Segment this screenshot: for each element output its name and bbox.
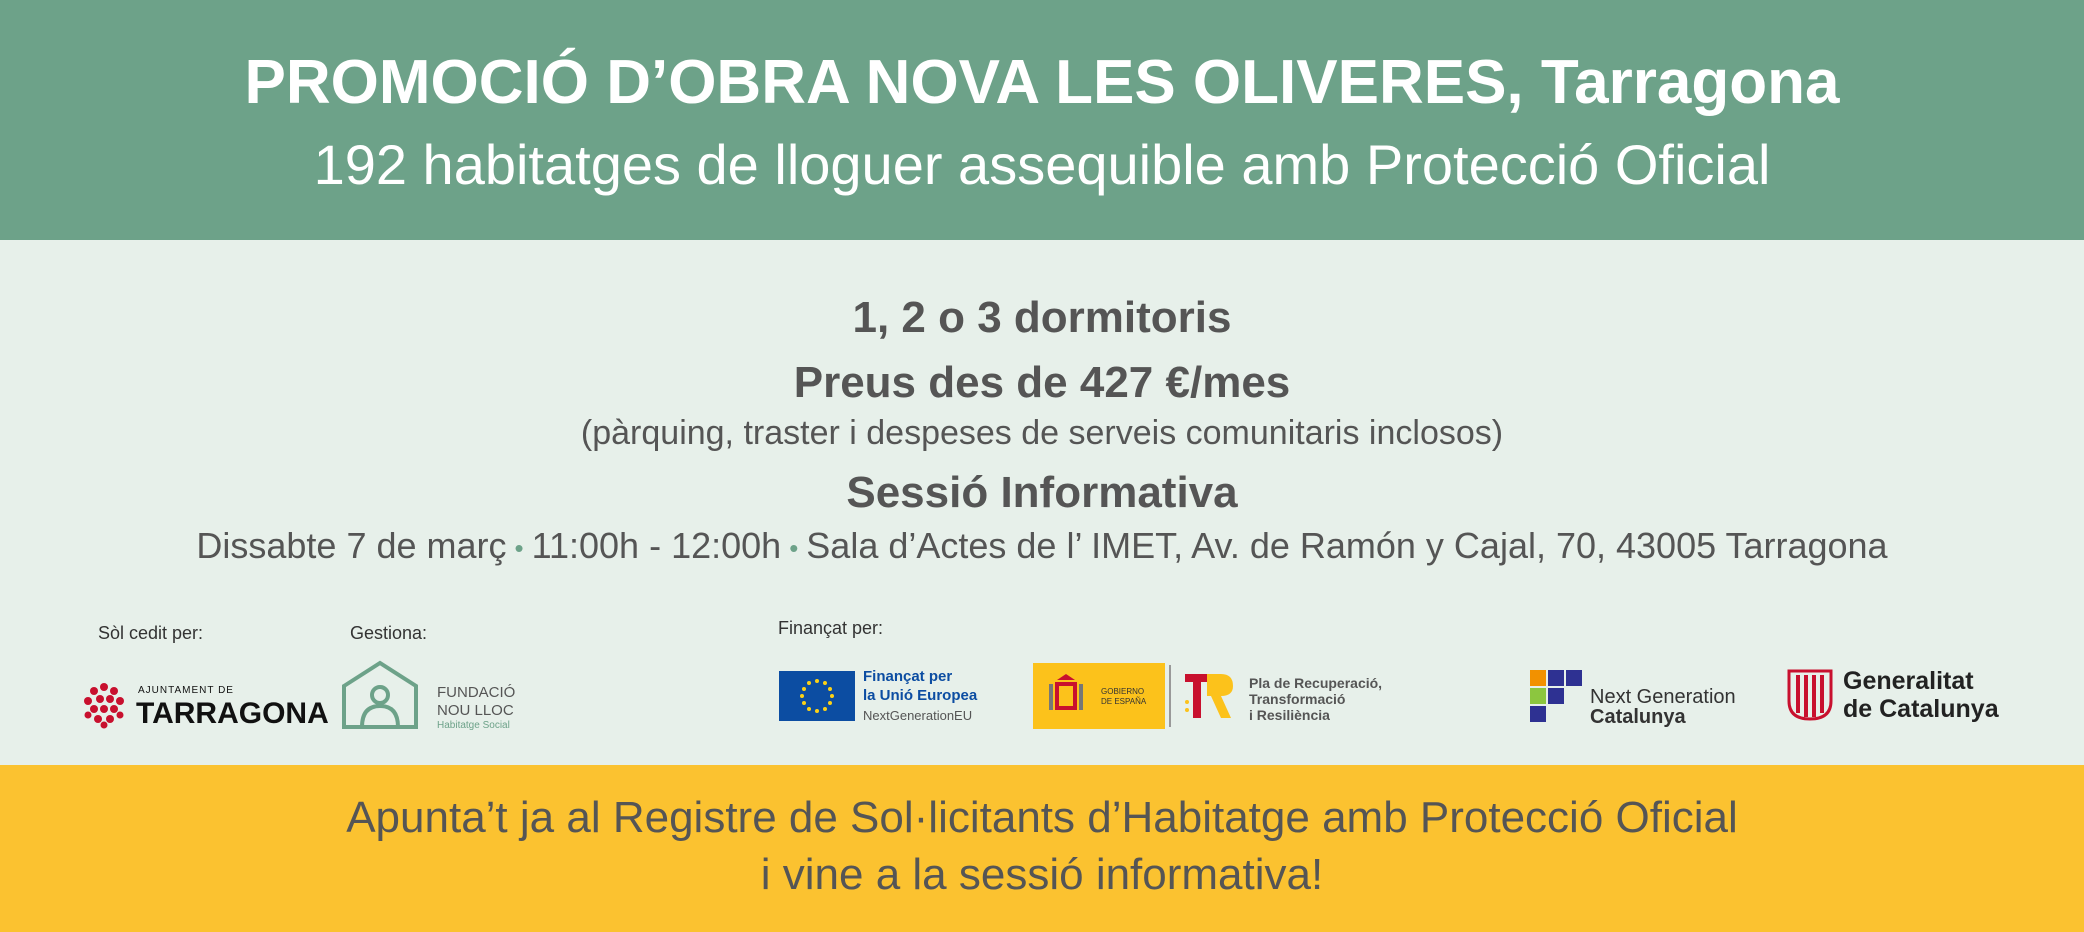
tarragona-emblem-icon xyxy=(80,681,128,729)
header-banner xyxy=(0,0,2084,240)
eu-logo-line3: NextGenerationEU xyxy=(863,708,973,723)
nextgen-squares-icon xyxy=(1530,670,1582,722)
page-title: PROMOCIÓ D’OBRA NOVA LES OLIVERES, Tarragona xyxy=(244,48,1840,117)
eu-logo-line2: la Unió Europea xyxy=(863,687,978,704)
session-time: 11:00h - 12:00h xyxy=(531,525,782,566)
prtr-line1: Pla de Recuperació, xyxy=(1249,675,1383,691)
generalitat-line1: Generalitat xyxy=(1843,667,1974,695)
prtr-icon xyxy=(1181,668,1237,724)
details-section xyxy=(0,240,2084,765)
coat-of-arms-icon xyxy=(1049,674,1083,718)
tarragona-logo-line1: AJUNTAMENT DE xyxy=(138,685,234,696)
call-to-action-banner xyxy=(0,765,2084,932)
nextgen-line2: Catalunya xyxy=(1590,706,1686,728)
eu-logo-line1: Finançat per xyxy=(863,668,953,685)
session-title: Sessió Informativa xyxy=(846,468,1238,517)
logo-divider xyxy=(1169,665,1171,727)
nou-lloc-logo xyxy=(340,660,530,735)
land-label: Sòl cedit per: xyxy=(98,623,204,643)
prtr-line2: Transformació xyxy=(1249,691,1346,707)
next-generation-catalunya-logo xyxy=(1530,670,1750,730)
eu-logo xyxy=(779,668,999,728)
generalitat-line2: de Catalunya xyxy=(1843,695,1999,723)
separator-dot: • xyxy=(514,533,524,564)
generalitat-shield-icon xyxy=(1787,669,1833,721)
house-icon xyxy=(340,660,420,730)
gobierno-espana-logo xyxy=(1033,663,1403,733)
gobierno-line2: DE ESPAÑA xyxy=(1101,697,1147,706)
cta-line1: Apunta’t ja al Registre de Sol·licitants d’Habitatge amb Protecció Oficial xyxy=(346,793,1738,842)
price-note: (pàrquing, traster i despeses de serveis comunitaris inclosos) xyxy=(580,414,1504,452)
tarragona-logo xyxy=(80,675,329,735)
bedrooms-text: 1, 2 o 3 dormitoris xyxy=(852,293,1232,342)
session-date: Dissabte 7 de març xyxy=(196,525,507,566)
nextgen-line1: Next Generation xyxy=(1590,686,1736,708)
nou-lloc-line1: FUNDACIÓ xyxy=(437,684,516,701)
nou-lloc-line3: Habitatge Social xyxy=(437,720,510,731)
nou-lloc-line2: NOU LLOC xyxy=(437,702,514,719)
price-text: Preus des de 427 €/mes xyxy=(793,358,1291,407)
eu-flag-icon xyxy=(779,671,855,721)
gobierno-line1: GOBIERNO xyxy=(1101,687,1145,696)
prtr-line3: i Resiliència xyxy=(1249,707,1330,723)
session-place: Sala d’Actes de l’ IMET, Av. de Ramón y Cajal, 70, 43005 Tarragona xyxy=(806,525,1888,566)
tarragona-logo-line2: TARRAGONA xyxy=(136,697,329,730)
separator-dot: • xyxy=(789,533,799,564)
managed-label: Gestiona: xyxy=(350,623,428,643)
cta-line2: i vine a la sessió informativa! xyxy=(760,850,1324,899)
page-subtitle: 192 habitatges de lloguer assequible amb Protecció Oficial xyxy=(313,133,1771,196)
generalitat-logo xyxy=(1787,667,2027,727)
session-details xyxy=(0,522,2084,572)
funded-label: Finançat per: xyxy=(778,618,884,638)
